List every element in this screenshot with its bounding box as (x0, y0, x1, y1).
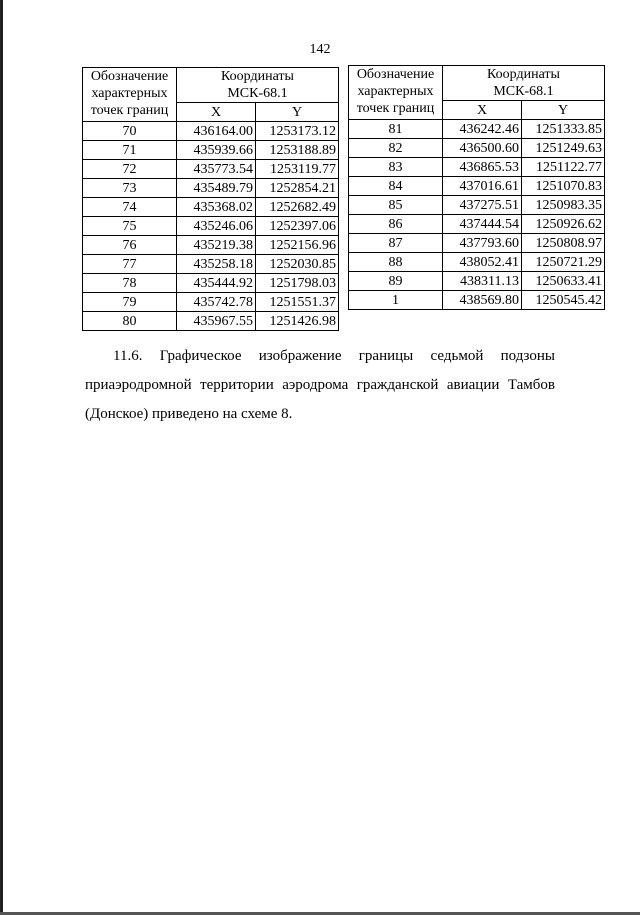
point-number-cell: 71 (83, 141, 177, 160)
y-coordinate-cell: 1253173.12 (256, 122, 339, 141)
table-row (349, 139, 605, 158)
header-point-name (349, 66, 443, 120)
point-number-cell: 83 (349, 158, 443, 177)
table-row (83, 160, 339, 179)
header-x: X (177, 103, 256, 122)
header-coords-line: МСК-68.1 (227, 86, 288, 101)
point-number-cell: 80 (83, 312, 177, 331)
table-row (349, 215, 605, 234)
header-y: Y (256, 103, 339, 122)
x-coordinate-cell: 437275.51 (443, 196, 522, 215)
point-number-cell: 72 (83, 160, 177, 179)
point-number-cell: 86 (349, 215, 443, 234)
header-name-line: Обозначение (356, 67, 435, 82)
x-coordinate-cell: 436500.60 (443, 139, 522, 158)
table-row (349, 272, 605, 291)
y-coordinate-cell: 1250983.35 (522, 196, 605, 215)
y-coordinate-cell: 1251070.83 (522, 177, 605, 196)
y-coordinate-cell: 1253188.89 (256, 141, 339, 160)
coordinates-table-right (348, 65, 605, 310)
x-coordinate-cell: 437793.60 (443, 234, 522, 253)
y-coordinate-cell: 1250721.29 (522, 253, 605, 272)
y-coordinate-cell: 1251333.85 (522, 120, 605, 139)
header-name-line: точек границ (356, 101, 435, 116)
header-point-name (83, 68, 177, 122)
y-coordinate-cell: 1250633.41 (522, 272, 605, 291)
header-coords-line: МСК-68.1 (493, 84, 554, 99)
x-coordinate-cell: 435368.02 (177, 198, 256, 217)
table-row (83, 217, 339, 236)
header-coords-line: Координаты (487, 67, 560, 82)
paragraph-text: 11.6. Графическое изображение границы седьмой подзоны приаэродромной территории аэродрома гражданской авиации Тамбов (Донское) приведено на схеме 8. (85, 348, 555, 422)
x-coordinate-cell: 437444.54 (443, 215, 522, 234)
point-number-cell: 89 (349, 272, 443, 291)
table-row (83, 141, 339, 160)
y-coordinate-cell: 1250808.97 (522, 234, 605, 253)
header-name-line: точек границ (90, 103, 169, 118)
header-coords-line: Координаты (221, 69, 294, 84)
point-number-cell: 73 (83, 179, 177, 198)
point-number-cell: 79 (83, 293, 177, 312)
y-coordinate-cell: 1250545.42 (522, 291, 605, 310)
point-number-cell: 85 (349, 196, 443, 215)
header-name-line: характерных (91, 86, 168, 101)
x-coordinate-cell: 435742.78 (177, 293, 256, 312)
y-coordinate-cell: 1251426.98 (256, 312, 339, 331)
y-coordinate-cell: 1252682.49 (256, 198, 339, 217)
x-coordinate-cell: 435967.55 (177, 312, 256, 331)
point-number-cell: 81 (349, 120, 443, 139)
header-name-line: Обозначение (90, 69, 169, 84)
table-row (83, 312, 339, 331)
x-coordinate-cell: 435258.18 (177, 255, 256, 274)
table-row (83, 198, 339, 217)
table-row (83, 255, 339, 274)
y-coordinate-cell: 1252397.06 (256, 217, 339, 236)
table-row (349, 158, 605, 177)
x-coordinate-cell: 435219.38 (177, 236, 256, 255)
header-coordinates (177, 68, 339, 103)
point-number-cell: 74 (83, 198, 177, 217)
table-row (349, 253, 605, 272)
point-number-cell: 87 (349, 234, 443, 253)
point-number-cell: 77 (83, 255, 177, 274)
x-coordinate-cell: 437016.61 (443, 177, 522, 196)
table-row (349, 234, 605, 253)
table-row (349, 177, 605, 196)
y-coordinate-cell: 1252156.96 (256, 236, 339, 255)
point-number-cell: 82 (349, 139, 443, 158)
table-row (349, 291, 605, 310)
x-coordinate-cell: 436242.46 (443, 120, 522, 139)
table-row (83, 122, 339, 141)
table-row (349, 196, 605, 215)
y-coordinate-cell: 1251122.77 (522, 158, 605, 177)
point-number-cell: 1 (349, 291, 443, 310)
x-coordinate-cell: 435246.06 (177, 217, 256, 236)
header-x: X (443, 101, 522, 120)
x-coordinate-cell: 435444.92 (177, 274, 256, 293)
point-number-cell: 88 (349, 253, 443, 272)
paragraph-11-6 (85, 342, 555, 429)
x-coordinate-cell: 438569.80 (443, 291, 522, 310)
header-y: Y (522, 101, 605, 120)
x-coordinate-cell: 436164.00 (177, 122, 256, 141)
table-row (349, 120, 605, 139)
y-coordinate-cell: 1252030.85 (256, 255, 339, 274)
x-coordinate-cell: 435939.66 (177, 141, 256, 160)
x-coordinate-cell: 436865.53 (443, 158, 522, 177)
coordinates-table-left (82, 67, 339, 331)
y-coordinate-cell: 1251798.03 (256, 274, 339, 293)
page-number: 142 (309, 42, 331, 57)
y-coordinate-cell: 1251551.37 (256, 293, 339, 312)
table-row (83, 293, 339, 312)
x-coordinate-cell: 435489.79 (177, 179, 256, 198)
point-number-cell: 70 (83, 122, 177, 141)
table-row (83, 274, 339, 293)
header-name-line: характерных (357, 84, 434, 99)
y-coordinate-cell: 1252854.21 (256, 179, 339, 198)
scan-edge-left (0, 0, 3, 915)
table-row (83, 179, 339, 198)
table-row (83, 236, 339, 255)
point-number-cell: 76 (83, 236, 177, 255)
point-number-cell: 84 (349, 177, 443, 196)
x-coordinate-cell: 438052.41 (443, 253, 522, 272)
point-number-cell: 75 (83, 217, 177, 236)
header-coordinates (443, 66, 605, 101)
y-coordinate-cell: 1250926.62 (522, 215, 605, 234)
y-coordinate-cell: 1251249.63 (522, 139, 605, 158)
point-number-cell: 78 (83, 274, 177, 293)
x-coordinate-cell: 438311.13 (443, 272, 522, 291)
x-coordinate-cell: 435773.54 (177, 160, 256, 179)
y-coordinate-cell: 1253119.77 (256, 160, 339, 179)
